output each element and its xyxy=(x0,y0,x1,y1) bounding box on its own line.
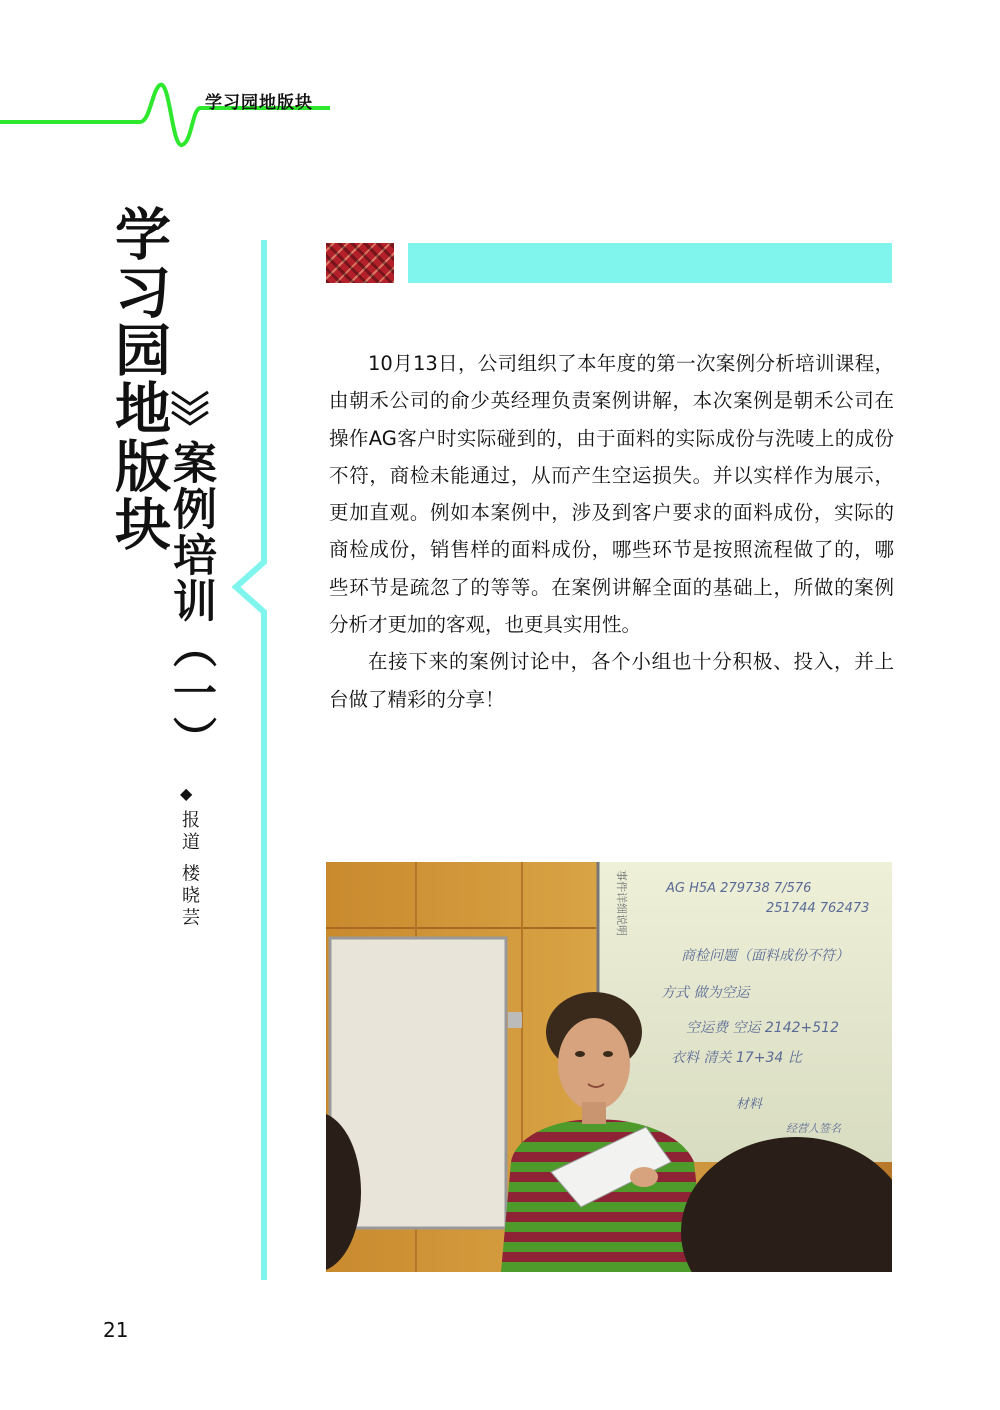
board-handwriting: 方式 做为空运 xyxy=(661,985,750,1001)
page-number: 21 xyxy=(103,1318,129,1342)
article-body xyxy=(329,345,894,718)
article-title: 案例培训（一） xyxy=(165,440,216,762)
cyan-bracket-divider xyxy=(232,240,272,1280)
diamond-bullet-icon: ◆ xyxy=(180,784,193,803)
section-label: 学习园地版块 xyxy=(205,93,313,113)
article-paragraph: 在接下来的案例讨论中，各个小组也十分积极、投入，并上台做了精彩的分享！ xyxy=(329,650,894,711)
board-handwriting: 251744 762473 xyxy=(766,901,870,916)
board-handwriting: 经营人签名 xyxy=(786,1122,841,1135)
board-side-label: 事件详细说明 xyxy=(615,870,628,936)
fabric-swatch-image xyxy=(326,243,394,283)
byline: 报道 楼晓芸 xyxy=(179,810,200,930)
board-handwriting: 商检问题（面料成份不符） xyxy=(681,948,849,964)
double-chevron-down-icon xyxy=(168,388,212,430)
cyan-title-bar xyxy=(408,243,892,283)
board-handwriting: 材料 xyxy=(736,1097,763,1112)
board-handwriting: 空运费 空运 2142+512 xyxy=(686,1020,839,1036)
board-handwriting: AG H5A 279738 7/576 xyxy=(666,881,812,896)
board-handwriting: 衣料 清关 17+34 比 xyxy=(671,1050,802,1066)
training-photo xyxy=(326,862,892,1272)
article-paragraph: 10月13日，公司组织了本年度的第一次案例分析培训课程，由朝禾公司的俞少英经理负责案例讲解，本次案例是朝禾公司在操作AG客户时实际碰到的，由于面料的实际成份与洗唛上的成份不符，商检未能通过，从而产生空运损失。并以实样作为展示，更加直观。例如本案例中，涉及到客户要求的面料成份，实际的商检成份，销售样的面料成份，哪些环节是按照流程做了的，哪些环节是疏忽了的等等。在案例讲解全面的基础上，所做的案例分析才更加的客观，也更具实用性。 xyxy=(329,352,894,637)
main-title: 学习园地版块 xyxy=(106,205,172,553)
